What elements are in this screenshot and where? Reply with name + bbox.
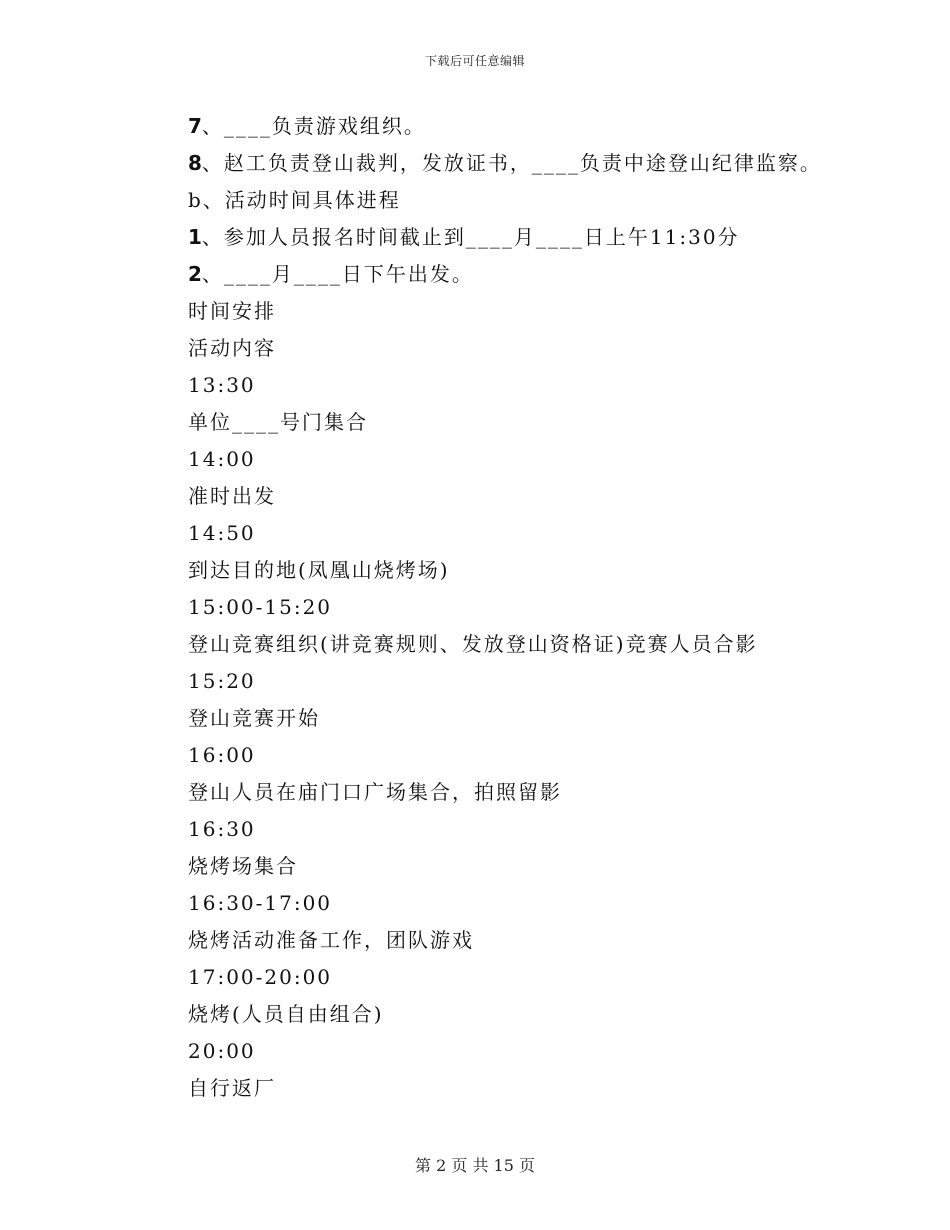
schedule-activity: 准时出发: [188, 484, 276, 508]
schedule-activity: 登山人员在庙门口广场集合，拍照留影: [188, 780, 562, 804]
page-footer: 第 2 页 共 15 页: [415, 1156, 535, 1175]
text-line: [188, 219, 868, 256]
schedule-time: 15:00-15:20: [188, 595, 333, 619]
schedule-activity: 烧烤场集合: [188, 854, 298, 878]
text-line: [188, 145, 868, 182]
line-text: 、____负责游戏组织。: [201, 114, 426, 138]
schedule-activity: 登山竞赛组织(讲竞赛规则、发放登山资格证)竞赛人员合影: [188, 632, 758, 656]
line-text: b、活动时间具体进程: [188, 188, 401, 212]
document-body: [188, 108, 868, 1107]
page-header: 下载后可任意编辑: [424, 54, 525, 68]
item-number: 2: [188, 262, 202, 286]
schedule-time: 16:30-17:00: [188, 891, 333, 915]
line-text: 、参加人员报名时间截止到____月____日上午11:30分: [201, 225, 740, 249]
schedule-header-time: 时间安排: [188, 299, 276, 323]
item-number: 8: [188, 151, 202, 175]
schedule-time: 20:00: [188, 1039, 256, 1063]
section-heading: [188, 182, 868, 219]
text-line: [188, 256, 868, 293]
schedule-time: 14:00: [188, 447, 256, 471]
schedule-time: 17:00-20:00: [188, 965, 333, 989]
schedule-activity: 自行返厂: [188, 1076, 276, 1100]
schedule-activity: 烧烤(人员自由组合): [188, 1002, 384, 1026]
schedule-time: 16:30: [188, 817, 256, 841]
line-text: 、____月____日下午出发。: [201, 262, 474, 286]
schedule-activity: 单位____号门集合: [188, 410, 368, 434]
schedule-time: 14:50: [188, 521, 256, 545]
schedule-time: 16:00: [188, 743, 256, 767]
schedule-time: 15:20: [188, 669, 256, 693]
item-number: 1: [188, 225, 202, 249]
item-number: 7: [188, 114, 202, 138]
line-text: 、赵工负责登山裁判，发放证书，____负责中途登山纪律监察。: [201, 151, 822, 175]
schedule-header-content: 活动内容: [188, 336, 276, 360]
text-line: [188, 108, 868, 145]
schedule-activity: 到达目的地(凤凰山烧烤场): [188, 558, 450, 582]
schedule-activity: 烧烤活动准备工作，团队游戏: [188, 928, 474, 952]
schedule-time: 13:30: [188, 373, 256, 397]
schedule-activity: 登山竞赛开始: [188, 706, 320, 730]
